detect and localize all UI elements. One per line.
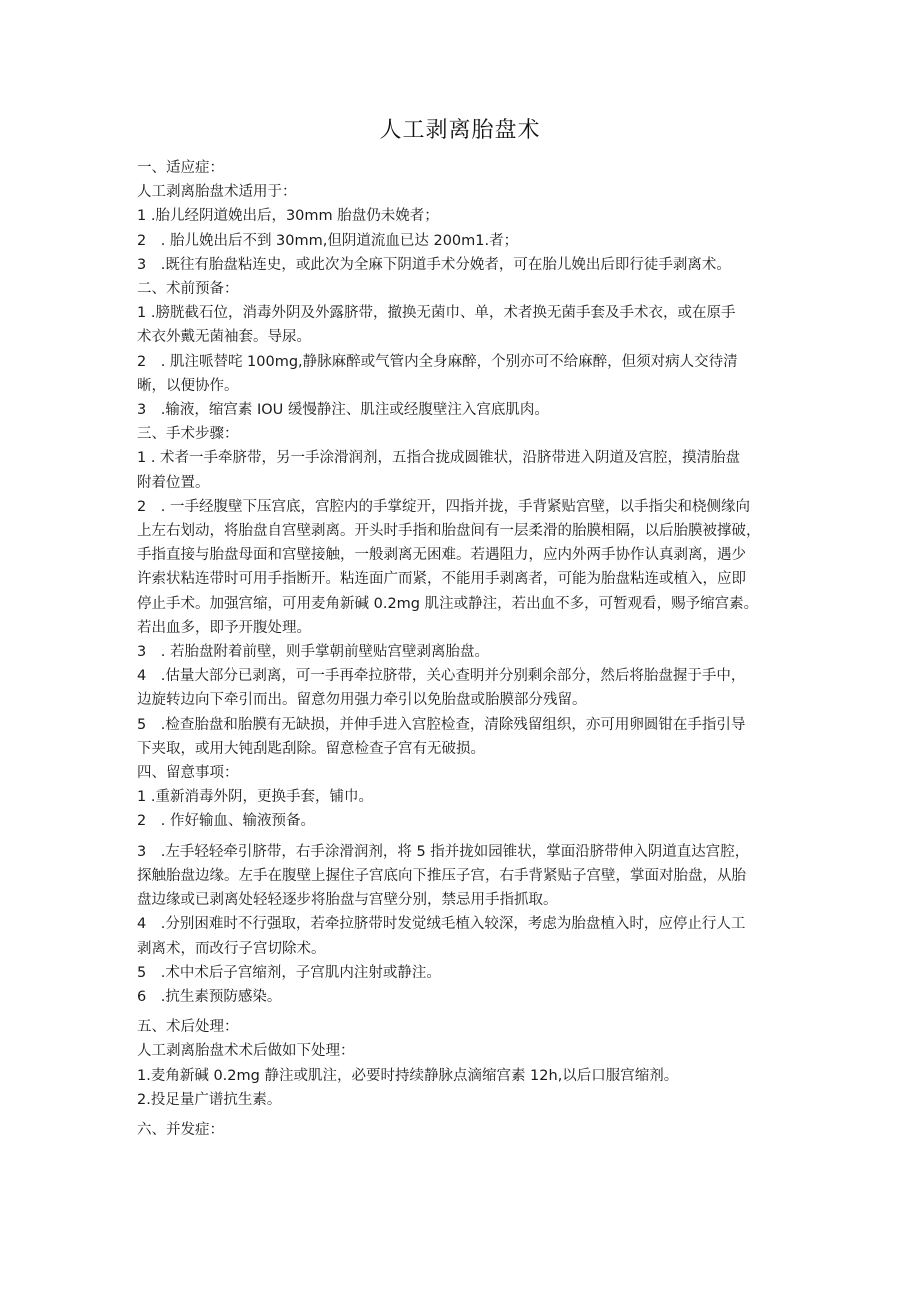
text-line: 2 . 作好输血、输液预备。 [137,813,315,830]
text-line: 3 . 若胎盘附着前壁，则手掌朝前壁贴宫壁剥离胎盘。 [137,644,489,661]
text-line: 剥离术，而改行子宫切除术。 [137,940,326,957]
text-line: 人工剥离胎盘术术后做如下处理： [137,1043,355,1060]
text-line: 2 . 肌注哌替咤 100mg,静脉麻醉或气管内全身麻醉，个别亦可不给麻醉，但须对病人交待清 [137,353,738,370]
text-line: 下夹取，或用大钝刮匙刮除。留意检查子宫有无破损。 [137,740,485,757]
text-line: 手指直接与胎盘母面和宫壁接触，一般剥离无困难。若遇阻力，应内外两手协作认真剥离，遇少 [137,547,746,564]
text-line: 边旋转边向下牵引而出。留意勿用强力牵引以免胎盘或胎膜部分残留。 [137,692,587,709]
text-line: 2 . 一手经腹壁下压宫底，宫腔内的手掌绽开，四指并拢，手背紧贴宫壁，以手指尖和桡侧缘向 [137,498,750,515]
text-line: 一、适应症： [137,160,224,176]
text-line: 五、术后处理： [137,1019,239,1036]
text-line: 3 .既往有胎盘粘连史，或此次为全麻下阴道手术分娩者，可在胎儿娩出后即行徒手剥离术。 [137,256,731,273]
text-line: 6 .抗生素预防感染。 [137,988,282,1005]
text-line: 四、留意事项： [137,765,239,782]
text-line: 探触胎盘边缘。左手在腹壁上握住子宫底向下推压子宫，右手背紧贴子宫壁，掌面对胎盘，从胎 [137,867,746,884]
text-line: 1 .胎儿经阴道娩出后，30mm 胎盘仍未娩者； [137,208,439,225]
text-line: 5 .术中术后子宫缩剂，子宫肌内注射或静注。 [137,964,441,981]
text-line: 晰，以便协作。 [137,377,239,394]
text-line: 人工剥离胎盘术适用于： [137,184,297,201]
text-line: 5 .检查胎盘和胎膜有无缺损，并伸手进入宫腔检查，清除残留组织，亦可用卵圆钳在手指引导 [137,716,746,733]
text-line: 3 .左手轻轻牵引脐带，右手涂滑润剂，将 5 指并拢如园锥状，掌面沿脐带伸入阴道直达宫腔， [137,843,750,860]
text-line: 1.麦角新碱 0.2mg 静注或肌注，必要时持续静脉点滴缩宫素 12h,以后口服宫缩剂。 [137,1067,679,1084]
text-line: 4 .分别困难时不行强取，若牵拉脐带时发觉绒毛植入较深，考虑为胎盘植入时，应停止行人工 [137,916,746,933]
text-line: 2 . 胎儿娩出后不到 30mm,但阴道流血已达 200m1.者； [137,232,519,249]
text-line: 3 .输液，缩宫素 IOU 缓慢静注、肌注或经腹壁注入宫底肌肉。 [137,402,549,419]
text-line: 术衣外戴无菌袖套。导尿。 [137,329,311,346]
text-line: 许索状粘连带时可用手指断开。粘连面广而紧，不能用手剥离者，可能为胎盘粘连或植入，应即 [137,571,746,588]
text-line: 三、手术步骤： [137,426,239,443]
text-line: 4 .估量大部分已剥离，可一手再牵拉脐带，关心查明并分别剩余部分，然后将胎盘握于手中， [137,668,746,685]
text-line: 六、并发症： [137,1121,224,1138]
text-line: 盘边缘或已剥离处轻轻逐步将胎盘与宫壁分别，禁忌用手指抓取。 [137,892,558,909]
text-line: 二、术前预备： [137,281,239,298]
text-line: 上左右划动，将胎盘自宫壁剥离。开头时手指和胎盘间有一层柔滑的胎膜相隔，以后胎膜被撑破， [137,523,761,540]
document-title: 人工剥离胎盘术 [379,118,541,143]
text-line: 1 .膀胱截石位，消毒外阴及外露脐带，撤换无菌巾、单，术者换无菌手套及手术衣，或在原手 [137,305,736,322]
text-line: 1 .重新消毒外阴，更换手套，铺巾。 [137,789,373,806]
document-body [137,156,797,1142]
text-line: 1 . 术者一手牵脐带，另一手涂滑润剂，五指合拢成圆锥状，沿脐带进入阴道及宫腔，摸清胎盘 [137,450,741,467]
text-line: 附着位置。 [137,474,210,491]
text-line: 2.投足量广谱抗生素。 [137,1091,282,1108]
text-line: 若出血多，即予开腹处理。 [137,619,311,636]
text-line: 停止手术。加强宫缩，可用麦角新碱 0.2mg 肌注或静注，若出血不多，可暂观看，赐予缩宫素。 [137,595,759,612]
